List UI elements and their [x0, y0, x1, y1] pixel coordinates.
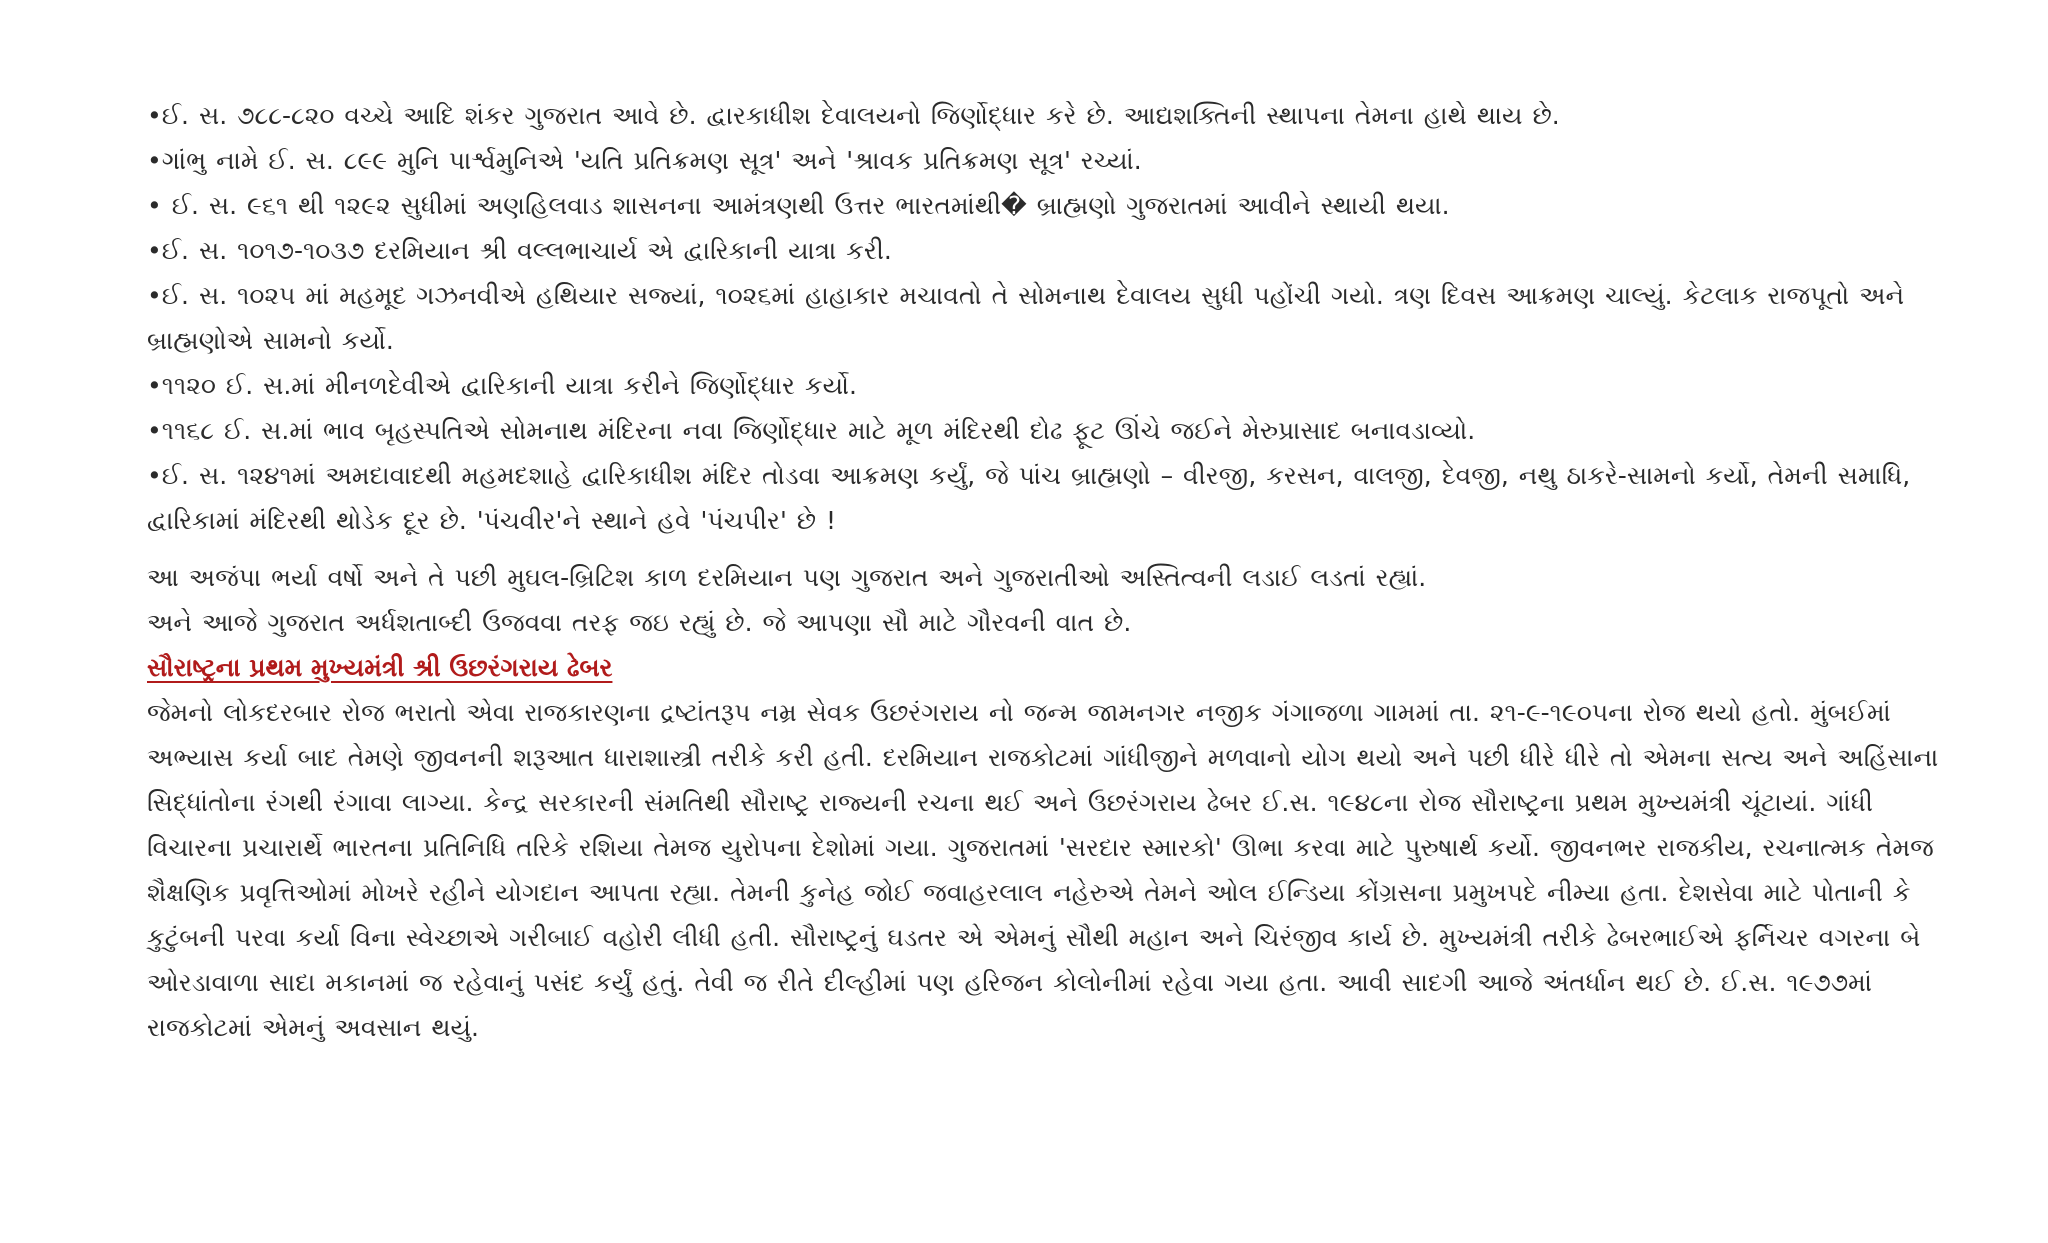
section-heading[interactable]: સૌરાષ્ટ્રના પ્રથમ મુખ્યમંત્રી શ્રી ઉછરંગરાય ઢેબર: [147, 653, 613, 682]
bullet-item: • ઈ. સ. ૯૬૧ થી ૧૨૯૨ સુધીમાં અણહિલવાડ શાસનના આમંત્રણથી ઉત્તર ભારતમાંથી� બ્રાહ્મણો ગુજરાતમાં આવીને સ્થાયી થયા.: [147, 191, 1450, 220]
bullet-item: •૧૧૨૦ ઈ. સ.માં મીનળદેવીએ દ્વારિકાની યાત્રા કરીને જિર્ણોદ્ધાર કર્યો.: [147, 371, 857, 400]
bullet-item: •ઈ. સ. ૧૦૧૭-૧૦૩૭ દરમિયાન શ્રી વલ્લભાચાર્ય એ દ્વારિકાની યાત્રા કરી.: [147, 236, 892, 265]
section-body: જેમનો લોકદરબાર રોજ ભરાતો એવા રાજકારણના દ્રષ્ટાંતરૂપ નમ્ર સેવક ઉછરંગરાય નો જન્મ જામનગર નજીક ગંગાજળા ગામમાં તા. ૨૧-૯-૧૯૦૫ના રોજ થયો હતો. મુંબઈમાં અભ્યાસ કર્યા બાદ તેમણે જીવનની શરૂઆત ધારાશાસ્ત્રી તરીકે કરી હતી. દરમિયાન રાજકોટમાં ગાંધીજીને મળવાનો યોગ થયો અને પછી ધીરે ધીરે તો એમના સત્ય અને અહિંસાના સિદ્ધાંતોના રંગથી રંગાવા લાગ્યા. કેન્દ્ર સરકારની સંમતિથી સૌરાષ્ટ્ર રાજ્યની રચના થઈ અને ઉછરંગરાય ઢેબર ઈ.સ. ૧૯૪૮ના રોજ સૌરાષ્ટ્રના પ્રથમ મુખ્યમંત્રી ચૂંટાયાં. ગાંધી વિચારના પ્રચારાર્થે ભારતના પ્રતિનિધિ તરિકે રશિયા તેમજ યુરોપના દેશોમાં ગયા. ગુજરાતમાં 'સરદાર સ્મારકો' ઊભા કરવા માટે પુરુષાર્થ કર્યો. જીવનભર રાજકીય, રચનાત્મક તેમજ શૈક્ષણિક પ્રવૃત્તિઓમાં મોખરે રહીને યોગદાન આપતા રહ્યા. તેમની કુનેહ જોઈ જવાહરલાલ નહેરુએ તેમને ઓલ ઈન્ડિયા કોંગ્રસના પ્રમુખપદે નીમ્યા હતા. દેશસેવા માટે પોતાની કે કુટુંબની પરવા કર્યા વિના સ્વેચ્છાએ ગરીબાઈ વહોરી લીધી હતી. સૌરાષ્ટ્રનું ઘડતર એ એમનું સૌથી મહાન અને ચિરંજીવ કાર્ય છે. મુખ્યમંત્રી તરીકે ઢેબરભાઈએ ફર્નિચર વગરના બે ઓરડાવાળા સાદા મકાનમાં જ રહેવાનું પસંદ કર્યું હતું. તેવી જ રીતે દીલ્હીમાં પણ હરિજન કોલોનીમાં રહેવા ગયા હતા. આવી સાદગી આજે અંતર્ધાન થઈ છે. ઈ.સ. ૧૯૭૭માં રાજકોટમાં એમનું અવસાન થયું.: [147, 698, 1939, 1042]
closing-line: આ અજંપા ભર્યા વર્ષો અને તે પછી મુઘલ-બ્રિટિશ કાળ દરમિયાન પણ ગુજરાત અને ગુજરાતીઓ અસ્તિત્વની લડાઈ લડતાં રહ્યાં.: [147, 563, 1427, 592]
bullet-item: •ઈ. સ. ૭૮૮-૮૨૦ વચ્ચે આદિ શંકર ગુજરાત આવે છે. દ્વારકાધીશ દેવાલયનો જિર્ણોદ્ધાર કરે છે. આદ્યશક્તિની સ્થાપના તેમના હાથે થાય છે.: [147, 101, 1560, 130]
paragraph-spacer: [147, 543, 1967, 555]
history-bullet-list: [147, 93, 1967, 543]
bullet-item: •૧૧૬૮ ઈ. સ.માં ભાવ બૃહસ્પતિએ સોમનાથ મંદિરના નવા જિર્ણોદ્ધાર માટે મૂળ મંદિરથી દોઢ ફૂટ ઊંચે જઈને મેરુપ્રાસાદ બનાવડાવ્યો.: [147, 416, 1476, 445]
document-page: [147, 93, 1967, 1050]
section-heading-wrapper: [147, 645, 1967, 690]
bullet-item: •ઈ. સ. ૧૨૪૧માં અમદાવાદથી મહમદશાહે દ્વારિકાધીશ મંદિર તોડવા આક્રમણ કર્યું, જે પાંચ બ્રાહ્મણો – વીરજી, કરસન, વાલજી, દેવજી, નથુ ઠાકરે-સામનો કર્યો, તેમની સમાધિ, દ્વારિકામાં મંદિરથી થોડેક દૂર છે. 'પંચવીર'ને સ્થાને હવે 'પંચપીર' છે !: [147, 461, 1911, 535]
closing-paragraphs: [147, 555, 1967, 645]
bullet-item: •ઈ. સ. ૧૦૨૫ માં મહમૂદ ગઝનવીએ હથિયાર સજ્યાં, ૧૦૨૬માં હાહાકાર મચાવતો તે સોમનાથ દેવાલય સુધી પહોંચી ગયો. ત્રણ દિવસ આક્રમણ ચાલ્યું. કેટલાક રાજપૂતો અને બ્રાહ્મણોએ સામનો કર્યો.: [147, 281, 1905, 355]
closing-line: અને આજે ગુજરાત અર્ધશતાબ્દી ઉજવવા તરફ જઇ રહ્યું છે. જે આપણા સૌ માટે ગૌરવની વાત છે.: [147, 608, 1132, 637]
bullet-item: •ગાંભુ નામે ઈ. સ. ૮૯૯ મુનિ પાર્શ્વમુનિએ 'યતિ પ્રતિક્રમણ સૂત્ર' અને 'શ્રાવક પ્રતિક્રમણ સૂત્ર' રચ્યાં.: [147, 146, 1142, 175]
